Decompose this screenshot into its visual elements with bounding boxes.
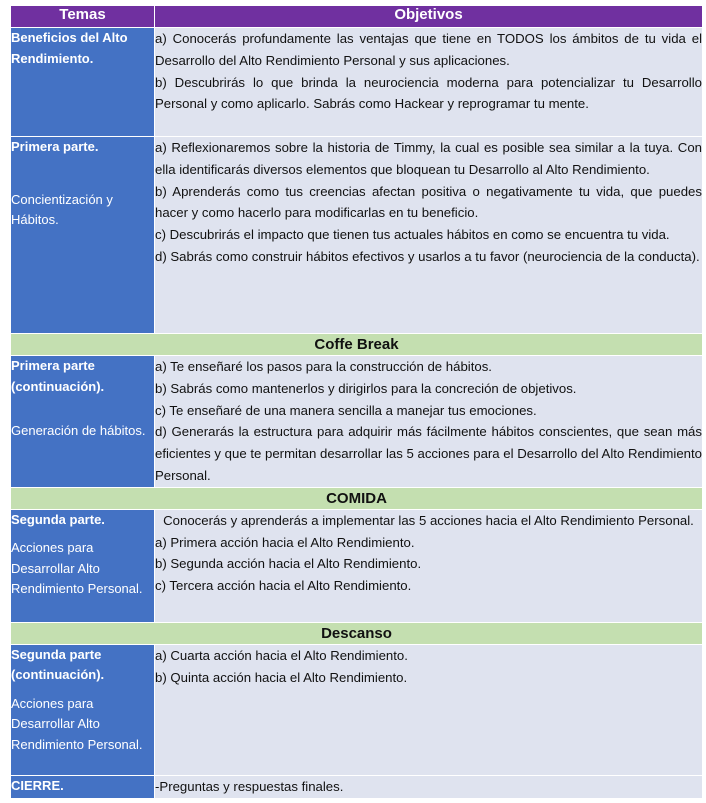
objetivo-item: b) Descubrirás lo que brinda la neurociencia moderna para potencializar tu Desarrollo Personal y como aplicarlo. Sabrás como Hackear y reprogramar tu mente. [155,74,702,112]
objetivo-item: -Preguntas y respuestas finales. [155,778,344,794]
header-objetivos: Objetivos [155,6,703,28]
header-temas: Temas [11,6,155,28]
break-row [11,622,703,644]
objetivos-cell [155,28,703,137]
objetivos-cell [155,137,703,334]
objetivo-item: d) Generarás la estructura para adquirir más fácilmente hábitos conscientes, que sean más eficientes y que te permitan desarrollar las 5 acciones para el Desarrollo del Alto Rendimiento Personal. [155,424,702,483]
tema-title: CIERRE. [11,778,64,794]
tema-title: Segunda parte (continuación). [11,646,105,683]
tema-title: Segunda parte. [11,511,105,527]
tema-cell [11,28,155,137]
table-row [11,775,703,798]
table-row [11,644,703,775]
tema-subtitle: Concientización y Hábitos. [11,191,113,227]
objetivo-item: c) Te enseñaré de una manera sencilla a manejar tus emociones. [155,402,537,418]
objetivo-item: b) Quinta acción hacia el Alto Rendimiento. [155,669,408,685]
table-row [11,137,703,334]
objetivo-item: b) Segunda acción hacia el Alto Rendimiento. [155,556,422,572]
table-row [11,509,703,622]
tema-title: Primera parte. [11,139,99,154]
objetivo-item: c) Tercera acción hacia el Alto Rendimiento. [155,578,412,594]
tema-subtitle: Generación de hábitos. [11,423,146,438]
objetivo-item: a) Reflexionaremos sobre la historia de Timmy, la cual es posible sea similar a la tuya. Con ella identificarás diversos elementos que bloquean tu Desarrollo al Alto Rendimiento. [155,140,702,177]
break-label: COMIDA [11,487,703,509]
tema-cell [11,137,155,334]
objetivo-item: a) Te enseñaré los pasos para la construcción de hábitos. [155,359,492,374]
objetivo-item: b) Aprenderás como tus creencias afectan positiva o negativamente tu vida, que puedes hacer y como hacerlo para modificarlas en tu beneficio. [155,183,702,221]
tema-subtitle: Acciones para Desarrollar Alto Rendimiento Personal. [11,540,143,597]
objetivos-cell [155,775,703,798]
objetivo-item: c) Descubrirás el impacto que tienen tus actuales hábitos en como se encuentra tu vida. [155,227,670,243]
tema-title: Primera parte (continuación). [11,358,105,394]
agenda-table [10,5,703,799]
objetivo-intro: Conocerás y aprenderás a implementar las 5 acciones hacia el Alto Rendimiento Personal. [163,512,694,528]
table-row [11,28,703,137]
tema-cell [11,356,155,488]
objetivo-item: a) Cuarta acción hacia el Alto Rendimiento. [155,647,408,663]
break-row [11,487,703,509]
objetivos-cell [155,509,703,622]
tema-subtitle: Acciones para Desarrollar Alto Rendimiento Personal. [11,695,143,752]
objetivo-item: a) Primera acción hacia el Alto Rendimiento. [155,534,415,550]
tema-cell [11,644,155,775]
objetivos-cell [155,356,703,488]
tema-cell [11,509,155,622]
objetivo-item: b) Sabrás como mantenerlos y dirigirlos para la concreción de objetivos. [155,380,577,396]
break-label: Descanso [11,622,703,644]
objetivo-item: a) Conocerás profundamente las ventajas que tiene en TODOS los ámbitos de tu vida el Desarrollo del Alto Rendimiento Personal y sus aplicaciones. [155,31,702,68]
tema-title: Beneficios del Alto Rendimiento. [11,30,128,66]
tema-cell [11,775,155,798]
objetivo-item: d) Sabrás como construir hábitos efectivos y usarlos a tu favor (neurociencia de la conducta). [155,248,700,264]
header-row [11,6,703,28]
break-row [11,334,703,356]
table-row [11,356,703,488]
objetivos-cell [155,644,703,775]
break-label: Coffe Break [11,334,703,356]
